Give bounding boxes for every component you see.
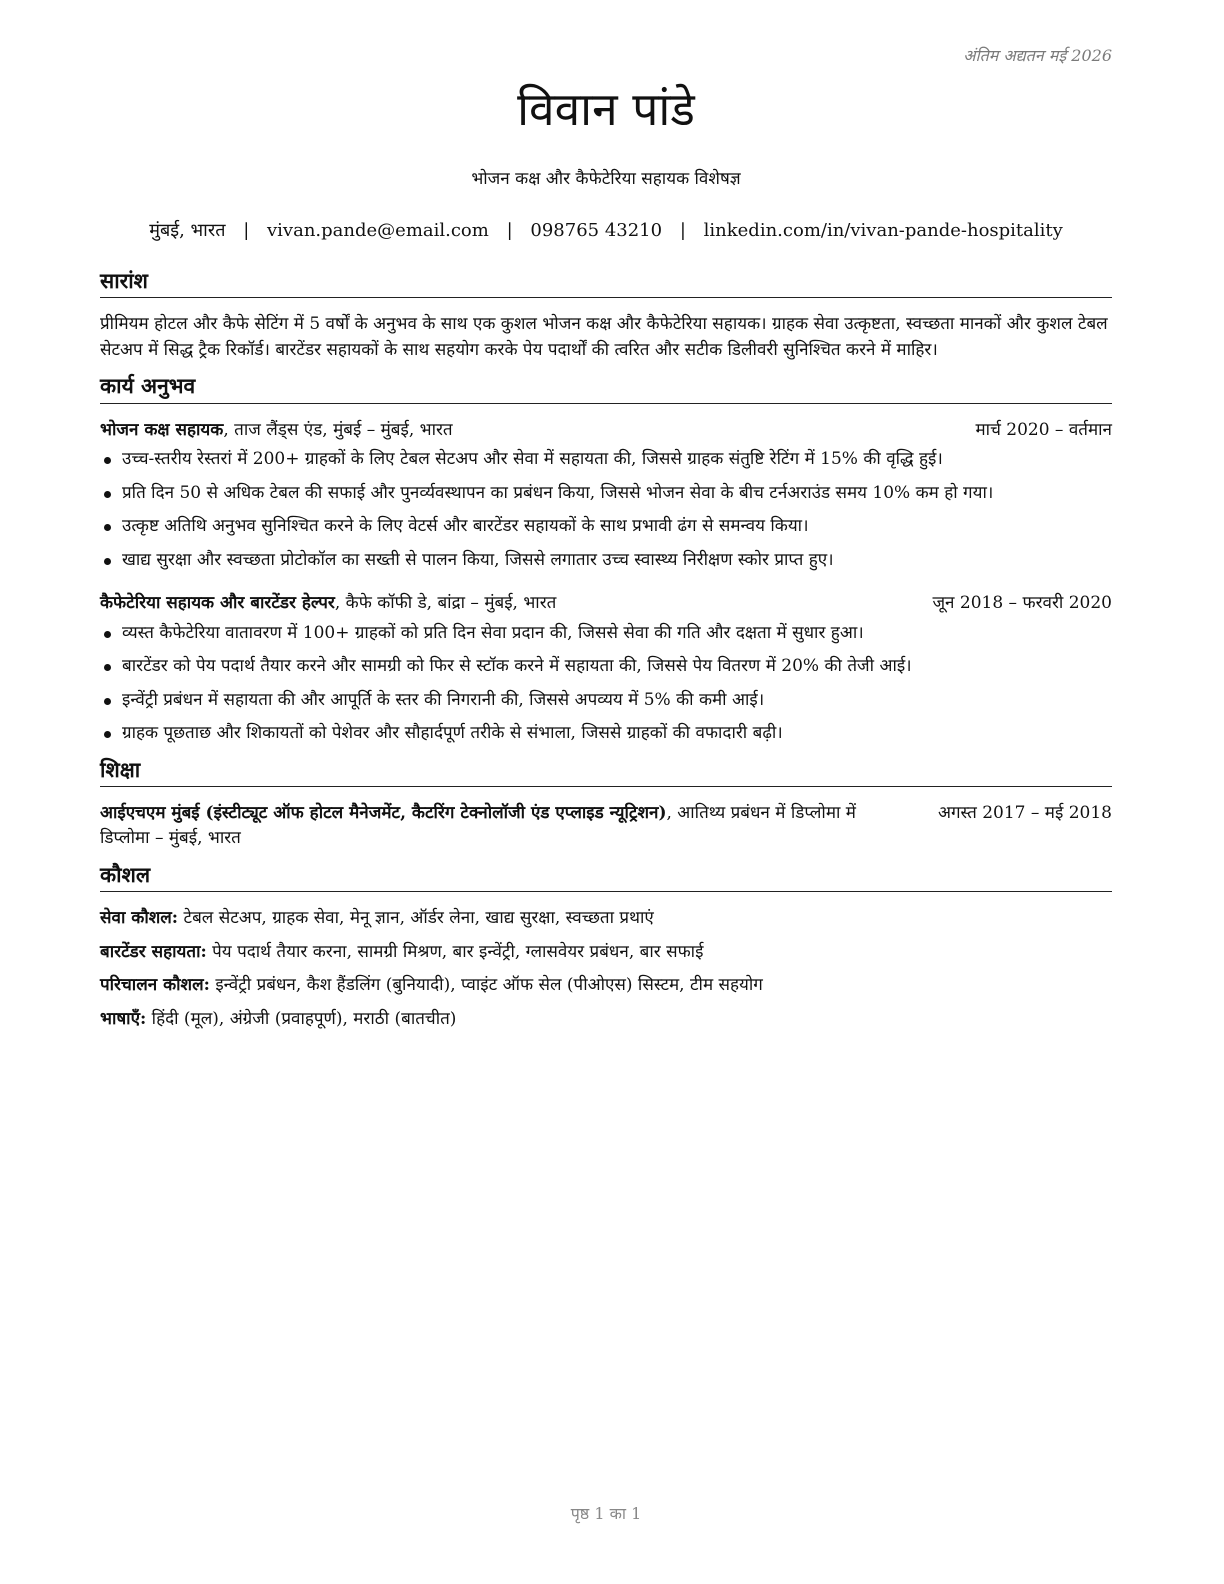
skills-heading: कौशल <box>100 862 1112 892</box>
bullet-dot-icon <box>104 524 111 531</box>
contact-separator: | <box>243 220 250 241</box>
contact-line <box>100 218 1112 242</box>
bullet-text: प्रति दिन 50 से अधिक टेबल की सफाई और पुनर्व्यवस्थापन का प्रबंधन किया, जिससे भोजन सेवा के बीच टर्नअराउंड समय 10% कम हो गया। <box>122 482 994 503</box>
job-bullets <box>100 447 1112 573</box>
bullet-item <box>100 621 1112 647</box>
bullet-dot-icon <box>104 631 111 638</box>
skills-section <box>100 862 1112 1032</box>
last-updated-note: अंतिम अद्यतन मई 2026 <box>963 46 1112 65</box>
job-entry <box>100 418 1112 574</box>
page-number-footer: पृष्ठ 1 का 1 <box>570 1504 642 1523</box>
skill-label: परिचालन कौशल: <box>100 975 210 996</box>
contact-separator: | <box>679 220 686 241</box>
skill-line <box>100 940 1112 966</box>
job-title-line <box>100 418 453 444</box>
skill-label: भाषाएँ: <box>100 1008 147 1029</box>
skill-line <box>100 906 1112 932</box>
skill-line <box>100 973 1112 999</box>
skill-value: इन्वेंट्री प्रबंधन, कैश हैंडलिंग (बुनियादी), प्वाइंट ऑफ सेल (पीओएस) सिस्टम, टीम सहयोग <box>209 975 763 996</box>
education-entry <box>100 801 1112 852</box>
bullet-text: इन्वेंट्री प्रबंधन में सहायता की और आपूर्ति के स्तर की निगरानी की, जिससे अपव्यय में 5% की कमी आई। <box>122 689 765 710</box>
bullet-dot-icon <box>104 457 111 464</box>
job-role: कैफेटेरिया सहायक और बारटेंडर हेल्पर <box>100 593 335 614</box>
candidate-name: विवान पांडे <box>517 82 695 136</box>
education-institution: आईएचएम मुंबई (इंस्टीट्यूट ऑफ होटल मैनेजमेंट, कैटरिंग टेक्नोलॉजी एंड एप्लाइड न्यूट्रिशन) <box>100 802 667 823</box>
education-section <box>100 757 1112 852</box>
education-detail: , आतिथ्य प्रबंधन में डिप्लोमा में डिप्लोमा – मुंबई, भारत <box>100 802 856 849</box>
education-dates: अगस्त 2017 – मई 2018 <box>937 802 1112 823</box>
bullet-item <box>100 447 1112 473</box>
bullet-item <box>100 514 1112 540</box>
resume-page <box>100 0 1112 1584</box>
skills-list <box>100 906 1112 1032</box>
job-header <box>100 418 1112 444</box>
bullet-dot-icon <box>104 731 111 738</box>
professional-headline: भोजन कक्ष और कैफेटेरिया सहायक विशेषज्ञ <box>471 169 741 189</box>
bullet-text: व्यस्त कैफेटेरिया वातावरण में 100+ ग्राहकों को प्रति दिन सेवा प्रदान की, जिससे सेवा की गति और दक्षता में सुधार हुआ। <box>122 622 864 643</box>
contact-separator: | <box>506 220 513 241</box>
education-title-line <box>100 801 890 852</box>
contact-phone: 098765 43210 <box>530 220 663 241</box>
bullet-item <box>100 688 1112 714</box>
skill-line <box>100 1007 1112 1033</box>
summary-heading: सारांश <box>100 268 1112 298</box>
resume-content <box>100 268 1112 1042</box>
bullet-dot-icon <box>104 664 111 671</box>
contact-location: मुंबई, भारत <box>149 220 226 241</box>
bullet-text: ग्राहक पूछताछ और शिकायतों को पेशेवर और सौहार्दपूर्ण तरीके से संभाला, जिससे ग्राहकों की वफादारी बढ़ी। <box>122 723 783 744</box>
job-dates: जून 2018 – फरवरी 2020 <box>932 593 1112 614</box>
skill-value: हिंदी (मूल), अंग्रेजी (प्रवाहपूर्ण), मराठी (बातचीत) <box>146 1008 457 1029</box>
bullet-text: खाद्य सुरक्षा और स्वच्छता प्रोटोकॉल का सख्ती से पालन किया, जिससे लगातार उच्च स्वास्थ्य निरीक्षण स्कोर प्राप्त हुए। <box>122 549 834 570</box>
contact-linkedin[interactable]: linkedin.com/in/vivan-pande-hospitality <box>703 220 1063 241</box>
summary-section <box>100 268 1112 363</box>
job-entry <box>100 591 1112 747</box>
job-bullets <box>100 621 1112 747</box>
contact-email[interactable]: vivan.pande@email.com <box>267 220 489 241</box>
bullet-dot-icon <box>104 558 111 565</box>
bullet-text: उत्कृष्ट अतिथि अनुभव सुनिश्चित करने के लिए वेटर्स और बारटेंडर सहायकों के साथ प्रभावी ढंग से समन्वय किया। <box>122 516 809 537</box>
job-organization: , ताज लैंड्स एंड, मुंबई – मुंबई, भारत <box>223 419 453 440</box>
bullet-dot-icon <box>104 698 111 705</box>
education-heading: शिक्षा <box>100 757 1112 787</box>
bullet-item <box>100 481 1112 507</box>
job-dates: मार्च 2020 – वर्तमान <box>975 419 1112 440</box>
bullet-text: उच्च-स्तरीय रेस्तरां में 200+ ग्राहकों के लिए टेबल सेटअप और सेवा में सहायता की, जिससे ग्राहक संतुष्टि रेटिंग में 15% की वृद्धि हुई। <box>122 449 943 470</box>
bullet-dot-icon <box>104 491 111 498</box>
skill-value: टेबल सेटअप, ग्राहक सेवा, मेनू ज्ञान, ऑर्डर लेना, खाद्य सुरक्षा, स्वच्छता प्रथाएं <box>178 908 654 929</box>
bullet-item <box>100 721 1112 747</box>
bullet-item <box>100 654 1112 680</box>
skill-label: बारटेंडर सहायता: <box>100 941 207 962</box>
job-header <box>100 591 1112 617</box>
bullet-text: बारटेंडर को पेय पदार्थ तैयार करने और सामग्री को फिर से स्टॉक करने में सहायता की, जिससे पेय वितरण में 20% की तेजी आई। <box>122 656 912 677</box>
job-title-line <box>100 591 556 617</box>
experience-heading: कार्य अनुभव <box>100 373 1112 403</box>
job-organization: , कैफे कॉफी डे, बांद्रा – मुंबई, भारत <box>334 593 557 614</box>
skill-value: पेय पदार्थ तैयार करना, सामग्री मिश्रण, बार इन्वेंट्री, ग्लासवेयर प्रबंधन, बार सफाई <box>206 941 704 962</box>
skill-label: सेवा कौशल: <box>100 908 179 929</box>
job-role: भोजन कक्ष सहायक <box>100 419 224 440</box>
bullet-item <box>100 548 1112 574</box>
experience-section <box>100 373 1112 746</box>
summary-text: प्रीमियम होटल और कैफे सेटिंग में 5 वर्षों के अनुभव के साथ एक कुशल भोजन कक्ष और कैफेटेरिया सहायक। ग्राहक सेवा उत्कृष्टता, स्वच्छता मानकों और कुशल टेबल सेटअप में सिद्ध ट्रैक रिकॉर्ड। बारटेंडर सहायकों के साथ सहयोग करके पेय पदार्थों की त्वरित और सटीक डिलीवरी सुनिश्चित करने में माहिर। <box>100 314 1108 360</box>
